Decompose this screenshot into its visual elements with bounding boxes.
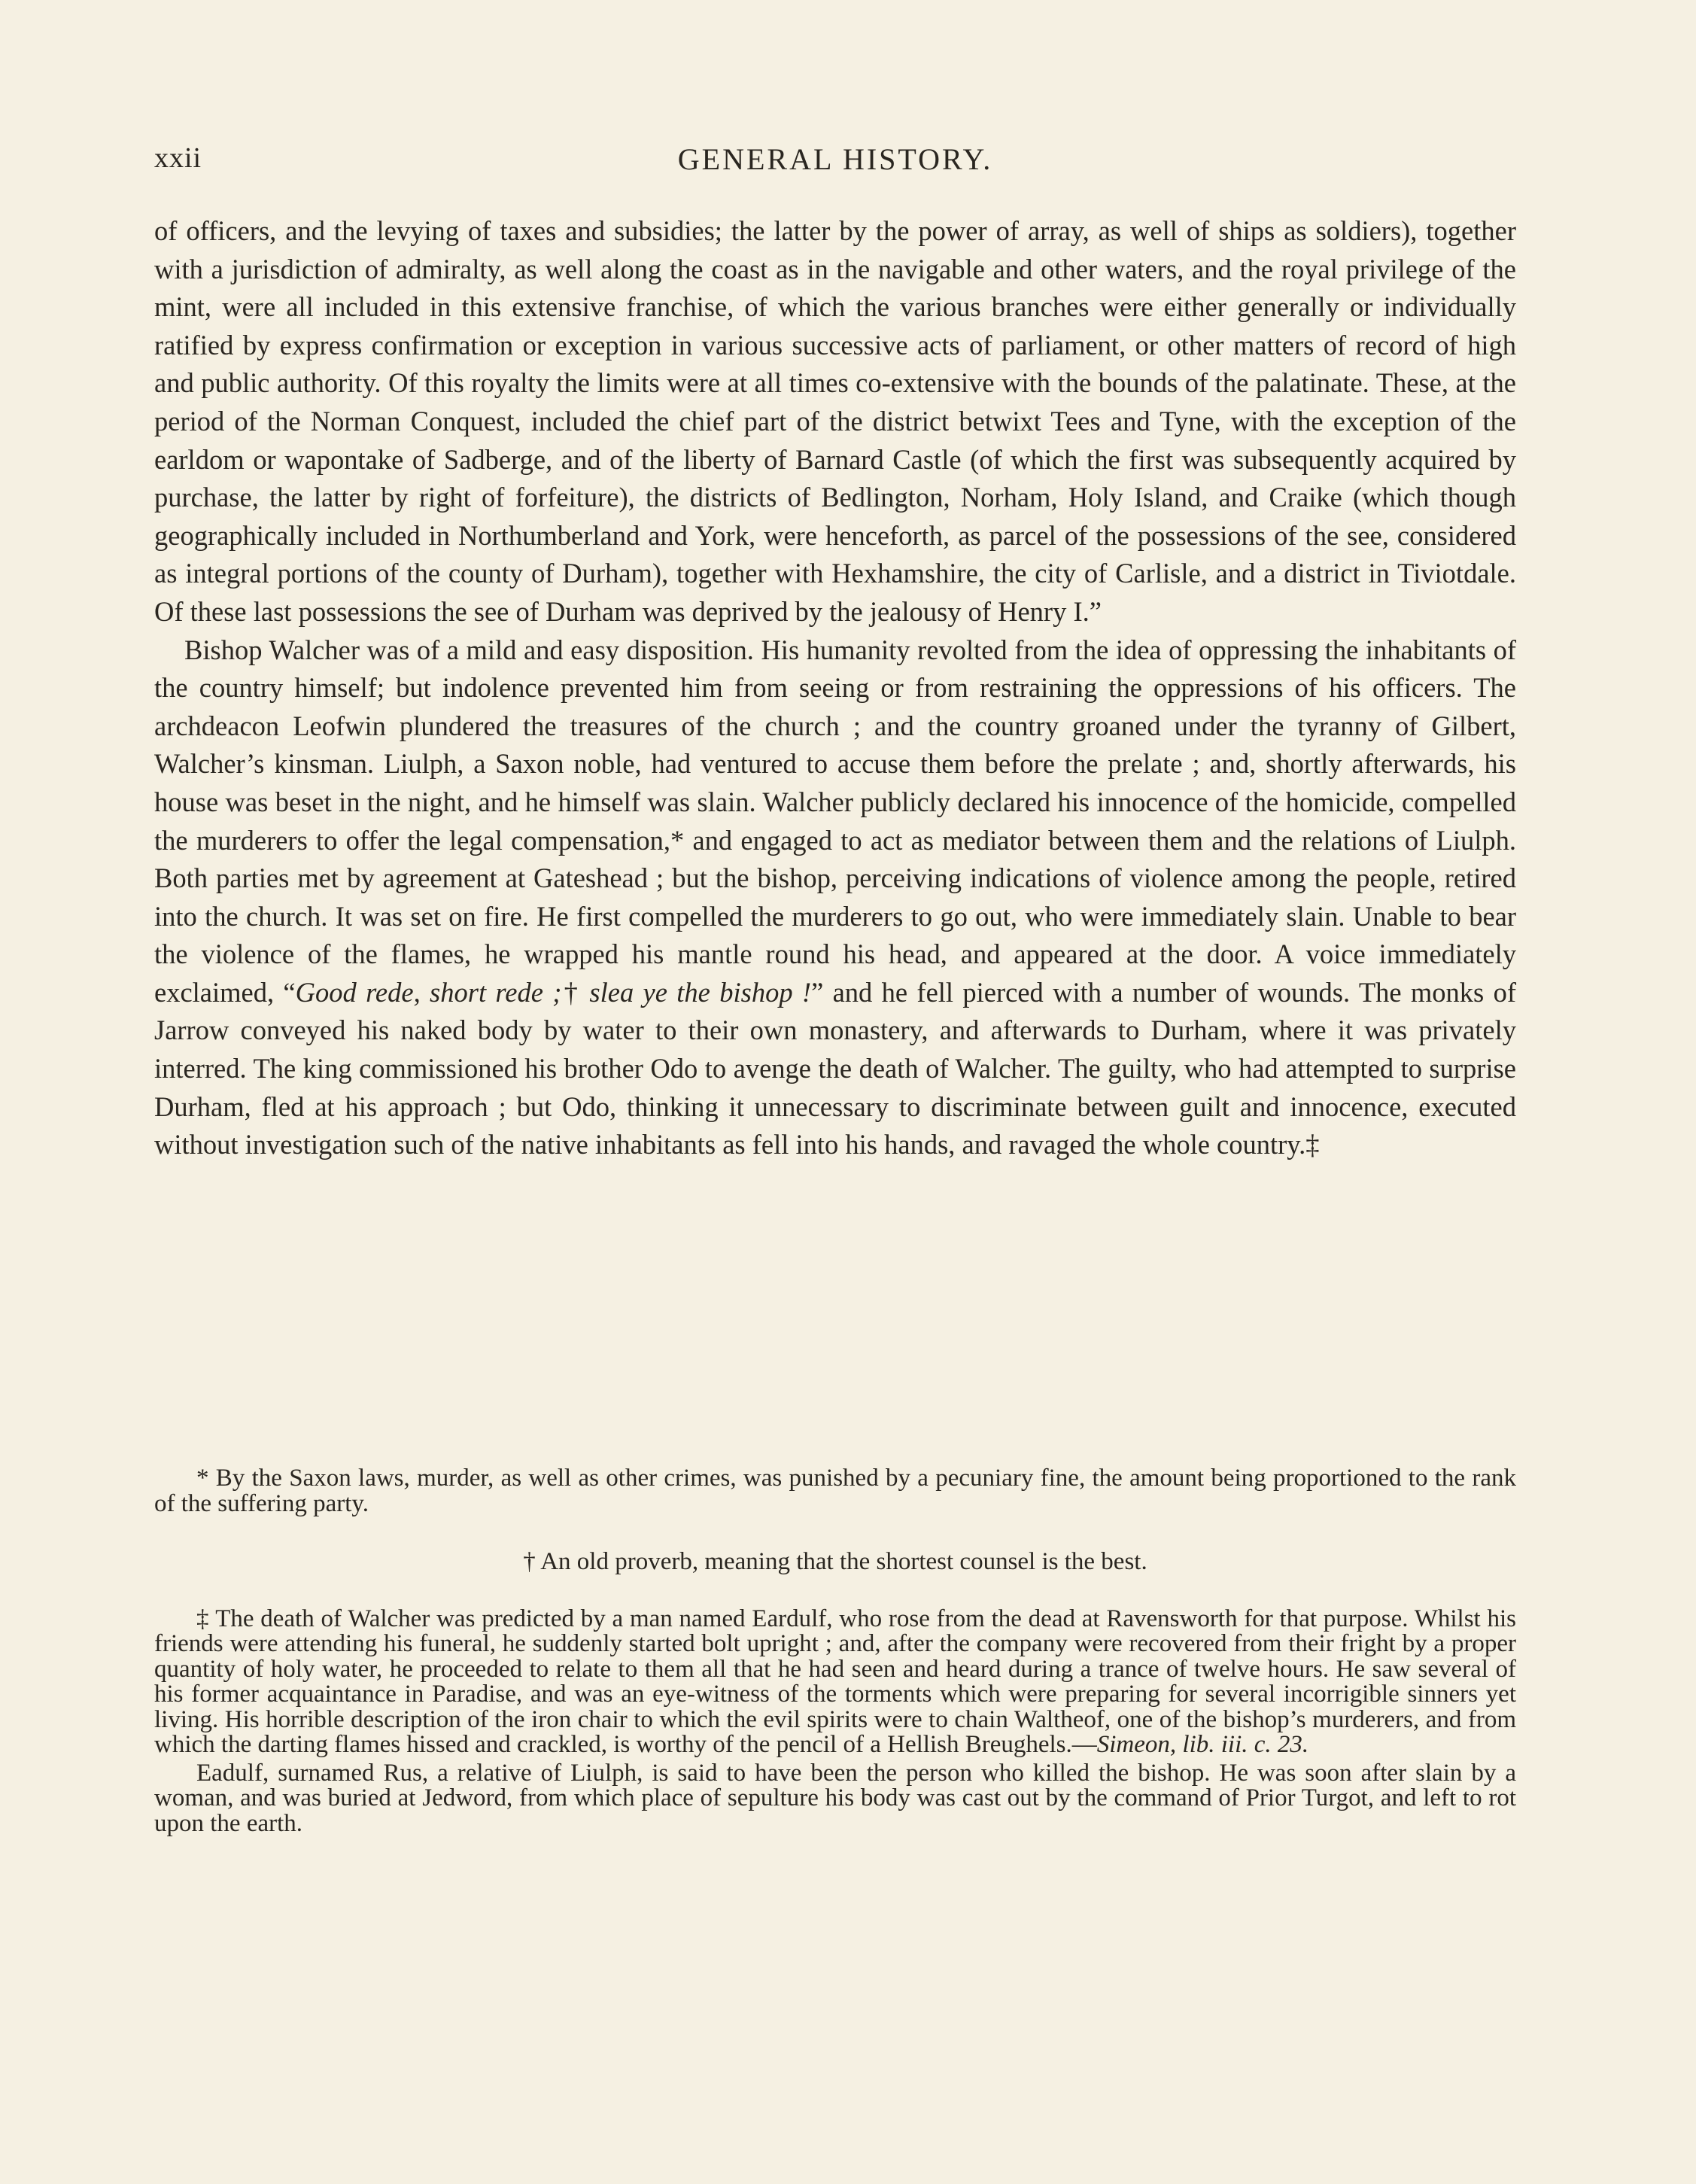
walcher-text-end: ” and he fell pierced with a number of wounds. The monks of Jarrow conveyed his naked body by water to their own monastery, and afterwards to Durham, where it was privately interred. The king commissioned his brother Odo to avenge the death of Walcher. The guilty, who had attempted to surprise Durham, fled at his approach ; but Odo, thinking it unnecessary to discriminate between guilt and innocence, executed without investigation such of the native inhabitants as fell into his hands, and ravaged the whole country.‡ [154, 976, 1516, 1160]
walcher-text-start: Bishop Walcher was of a mild and easy disposition. His humanity revolted from the idea of oppressing the inhabitants of the country himself; but indolence prevented him from seeing or from restraining the oppressions of his officers. The archdeacon Leofwin plundered the treasures of the church ; and the country groaned under the tyranny of Gilbert, Walcher’s kinsman. Liulph, a Saxon noble, had ventured to accuse them before the prelate ; and, shortly afterwards, his house was beset in the night, and he himself was slain. Walcher publicly declared his innocence of the homicide, compelled the murderers to offer the legal compensation,* and engaged to act as mediator between them and the relations of Liulph. Both parties met by agreement at Gateshead ; but the bishop, perceiving indications of violence among the people, retired into the church. It was set on fire. He first compelled the murderers to go out, who were immediately slain. Unable to bear the violence of the flames, he wrapped his mantle round his head, and appeared at the door. A voice immediately exclaimed, “ [154, 634, 1516, 1008]
proverb-quote-start: Good rede, short rede ; [295, 976, 562, 1008]
page-number: xxii [154, 142, 202, 174]
paragraph-palatinate: of officers, and the levying of taxes and subsidies; the latter by the power of array, as well of ships as soldiers), together with a jurisdiction of admiralty, as well along the coast as in the navigable and other waters, and the royal privilege of the mint, were all included in this extensive franchise, of which the various branches were either generally or individually ratified by express confirmation or exception in various successive acts of parliament, or other matters of record of high and public authority. Of this royalty the limits were at all times co-extensive with the bounds of the palatinate. These, at the period of the Norman Conquest, included the chief part of the district betwixt Tees and Tyne, with the exception of the earldom or wapontake of Sadberge, and of the liberty of Barnard Castle (of which the first was subsequently acquired by purchase, the latter by right of forfeiture), the districts of Bedlington, Norham, Holy Island, and Craike (which though geographically included in Northumberland and York, were henceforth, as parcel of the possessions of the see, considered as integral portions of the county of Durham), together with Hexhamshire, the city of Carlisle, and a district in Tiviotdale. Of these last possessions the see of Durham was deprived by the jealousy of Henry I.” [154, 215, 1516, 627]
paragraph-walcher [154, 631, 1516, 1164]
footnote-star: * By the Saxon laws, murder, as well as other crimes, was punished by a pecuniary fine, the amount being proportioned to the rank of the suffering party. [154, 1465, 1516, 1517]
footnotes [154, 1466, 1516, 1836]
running-title: GENERAL HISTORY. [677, 142, 993, 176]
main-text [154, 212, 1516, 1164]
footnote-eardulf-text: ‡ The death of Walcher was predicted by a man named Eardulf, who rose from the dead at Ravensworth for that purpose. Whilst his friends were attending his funeral, he suddenly started bolt upright ; and, after the company were recovered from their fright by a proper quantity of holy water, he proceeded to relate to them all that he had seen and heard during a trance of twelve hours. He saw several of his former acquaintance in Paradise, and was an eye-witness of the torments which were preparing for several incorrigible sinners yet living. His horrible description of the iron chair to which the evil spirits were to chain Waltheof, one of the bishop’s murderers, and from which the darting flames hissed and crackled, is worthy of the pencil of a Hellish Breughels.— [154, 1605, 1516, 1758]
dagger-reference: † [561, 976, 581, 1008]
footnote-citation: Simeon, lib. iii. c. 23. [1096, 1731, 1309, 1758]
proverb-quote-end: slea ye the bishop ! [580, 976, 812, 1008]
footnote-dagger: † An old proverb, meaning that the shortest counsel is the best. [523, 1548, 1147, 1575]
footnote-eadulf: Eadulf, surnamed Rus, a relative of Liulph, is said to have been the person who killed the bishop. He was soon after slain by a woman, and was buried at Jedword, from which place of sepulture his body was cast out by the command of Prior Turgot, and left to rot upon the earth. [154, 1759, 1516, 1837]
page-header [154, 141, 1516, 184]
footnote-double-dagger [154, 1607, 1516, 1758]
